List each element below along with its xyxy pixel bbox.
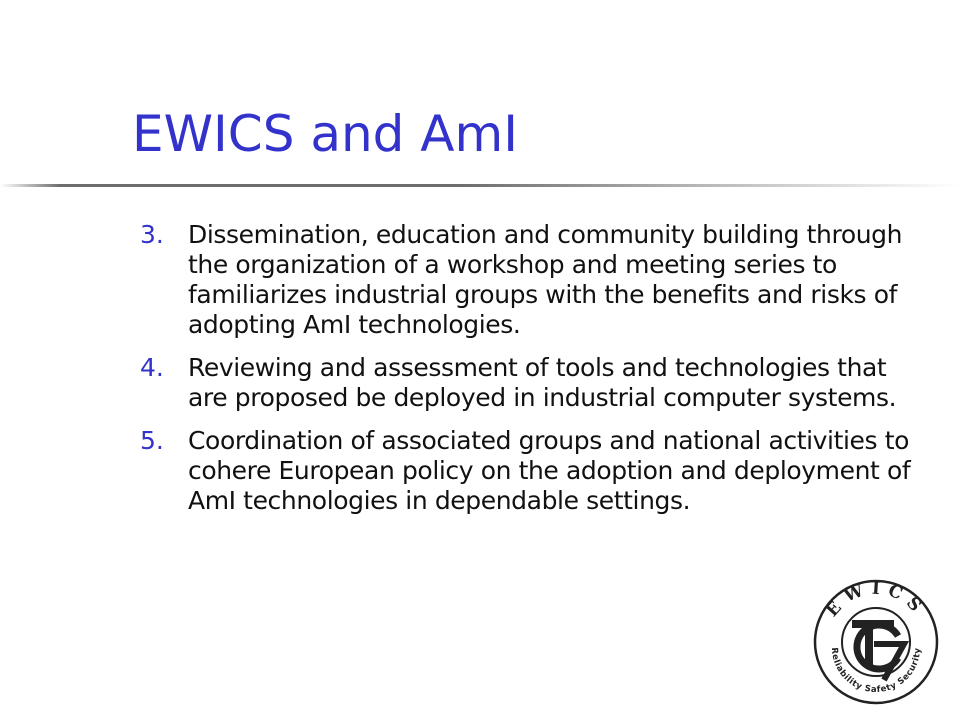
list-item-number: 4. (140, 353, 164, 382)
list-item (140, 220, 930, 340)
list-item-text: Coordination of associated groups and national activities to cohere European policy on the adoption and deployment of AmI technologies in dependable settings. (188, 426, 911, 515)
list-item-number: 5. (140, 426, 164, 455)
svg-text:EWICS: EWICS (822, 578, 930, 621)
ewics-tc7-seal-icon (812, 578, 940, 706)
list-item-text: Reviewing and assessment of tools and technologies that are proposed be deployed in industrial computer systems. (188, 353, 897, 412)
slide-title: EWICS and AmI (132, 105, 518, 163)
numbered-list (140, 220, 930, 529)
list-item-number: 3. (140, 220, 164, 249)
list-item (140, 426, 930, 516)
svg-text:Reliability Safety Security: Reliability Safety Security (828, 647, 924, 696)
list-item (140, 353, 930, 413)
title-divider (0, 184, 960, 187)
list-item-text: Dissemination, education and community building through the organization of a workshop and meeting series to familiarizes industrial groups with the benefits and risks of adopting AmI technologies. (188, 220, 903, 339)
